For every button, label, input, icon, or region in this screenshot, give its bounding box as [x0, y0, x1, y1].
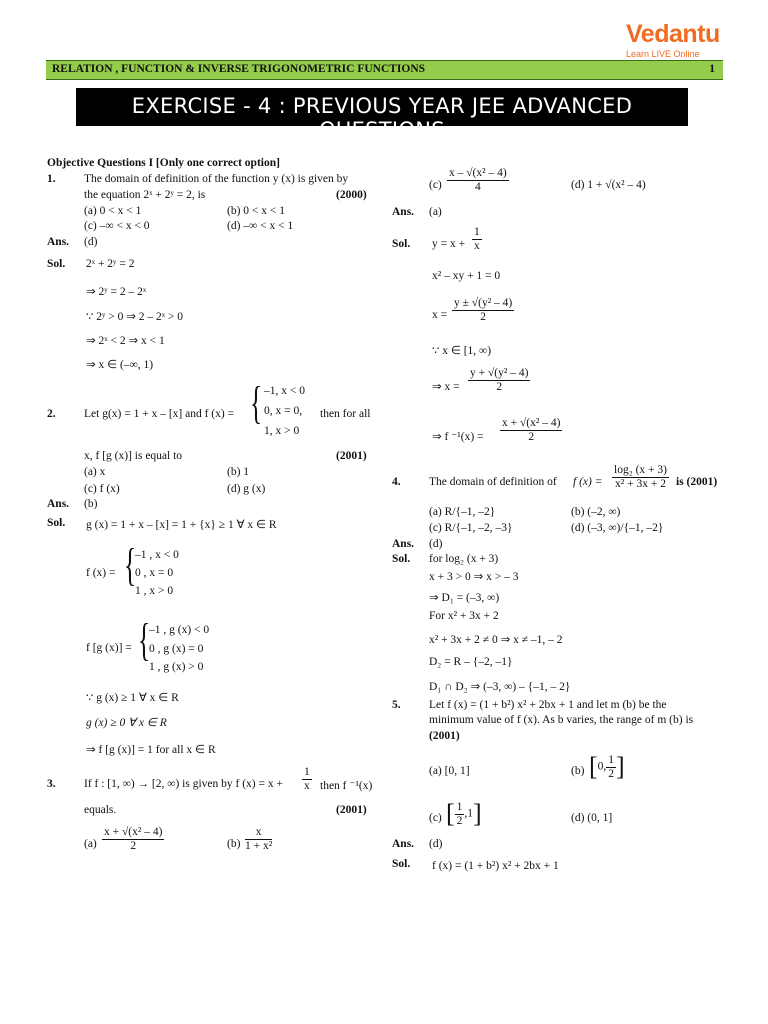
brand-name: Vedantu — [626, 20, 720, 48]
q1-sol-line2: ⇒ 2ʸ = 2 – 2ˣ — [86, 286, 147, 298]
q2-brace: { — [250, 377, 263, 428]
page-number: 1 — [709, 63, 715, 75]
q5-option-a: (a) [0, 1] — [429, 765, 470, 777]
q2-sol-line2: ∵ g (x) ≥ 1 ∀ x ∈ R — [86, 692, 179, 704]
q4-f-den: x² + 3x + 2 — [615, 478, 666, 490]
q2-stem-tail: then for all — [320, 408, 371, 420]
q1-answer: (d) — [84, 236, 98, 248]
q3-option-b-den: 1 + x² — [245, 840, 273, 852]
q4-option-d: (d) (–3, ∞)/{–1, –2} — [571, 522, 664, 534]
q1-sol-label: Sol. — [47, 258, 66, 270]
q2-f-brace: { — [124, 539, 137, 590]
q5-stem-line2: minimum value of f (x). As b varies, the range of m (b) is — [429, 714, 694, 726]
vedantu-logo — [626, 14, 726, 62]
q1-stem-line1: The domain of definition of the function y (x) is given by — [84, 173, 349, 185]
q4-option-b: (b) (–2, ∞) — [571, 506, 621, 518]
q2-ans-label: Ans. — [47, 498, 70, 510]
exercise-title-box — [76, 88, 688, 142]
q3-option-c — [447, 167, 509, 194]
q2-f-case-3: 1 , x > 0 — [135, 585, 174, 597]
q2-sol-line3: g (x) ≥ 0 ∀ x ∈ R — [86, 717, 167, 729]
q3-stem-line2: equals. — [84, 804, 117, 816]
q2-f-case-2: 0 , x = 0 — [135, 567, 174, 579]
q2-f-lhs: f (x) = — [86, 567, 116, 579]
q5-option-b-inner: 0, — [597, 760, 607, 773]
q3-year: (2001) — [336, 804, 367, 816]
q3-option-c-label: (c) — [429, 179, 442, 191]
brand-tagline: Learn LIVE Online — [626, 49, 700, 59]
q3-fraction: $\frac{1}{x}$ — [304, 766, 310, 792]
q3-stem-tail: then f ⁻¹(x) — [320, 780, 373, 792]
q3-sol-line6-lhs: ⇒ f ⁻¹(x) = — [432, 431, 484, 443]
q1-option-c: (c) –∞ < x < 0 — [84, 220, 150, 232]
q5-option-c-den: 2 — [456, 814, 463, 827]
q5-option-b-den: 2 — [608, 767, 615, 780]
q2-year: (2001) — [336, 450, 367, 462]
q3-sol-line2: x² – xy + 1 = 0 — [432, 270, 501, 282]
q3-sol-fraction: $\frac{1}{x}$ — [474, 226, 480, 252]
q5-year: (2001) — [429, 730, 460, 742]
q4-f-num: log₂ (x + 3) — [614, 464, 667, 476]
q3-ans-label: Ans. — [392, 206, 415, 218]
q1-option-b: (b) 0 < x < 1 — [227, 205, 286, 217]
exercise-title: EXERCISE - 4 : PREVIOUS YEAR JEE ADVANCED QUESTIONS — [131, 94, 633, 142]
q3-number: 3. — [47, 778, 56, 790]
q3-sol-line6-frac — [500, 417, 562, 444]
q3-sol-line4: ∵ x ∈ [1, ∞) — [432, 345, 492, 357]
q2-sol-label: Sol. — [47, 517, 66, 529]
q2-fg-case-3: 1 , g (x) > 0 — [149, 661, 204, 673]
q4-option-c: (c) R/{–1, –2, –3} — [429, 522, 513, 534]
q3-sol-line3-frac — [452, 297, 514, 324]
q4-sol-line6: D₂ = R – {–2, –1} — [429, 656, 513, 668]
q2-fg-lhs: f [g (x)] = — [86, 642, 132, 654]
q5-number: 5. — [392, 699, 401, 711]
q2-option-d: (d) g (x) — [227, 483, 266, 495]
q5-option-b-label: (b) — [571, 765, 585, 777]
q4-answer: (d) — [429, 538, 443, 550]
q3-sol-line5-den: 2 — [496, 381, 503, 393]
q3-sol-line1: y = x + — [432, 238, 466, 250]
q3-option-c-num: x – √(x² – 4) — [449, 167, 507, 179]
q4-sol-label: Sol. — [392, 553, 411, 565]
q5-option-d: (d) (0, 1] — [571, 812, 613, 824]
q3-sol-line6-num: x + √(x² – 4) — [502, 417, 561, 429]
q1-option-d: (d) –∞ < x < 1 — [227, 220, 294, 232]
q3-option-a-label: (a) — [84, 838, 97, 850]
q5-option-c: [ $\frac{1}{2}$ ,1] — [446, 799, 482, 828]
q5-answer: (d) — [429, 838, 443, 850]
q4-stem-tail: is (2001) — [676, 476, 718, 488]
q2-answer: (b) — [84, 498, 98, 510]
q5-sol-label: Sol. — [392, 858, 411, 870]
q2-option-b: (b) 1 — [227, 466, 250, 478]
q1-number: 1. — [47, 173, 56, 185]
q5-option-b: [0, $\frac{1}{2}$ ] — [589, 752, 625, 781]
q3-sol-line5-lhs: ⇒ x = — [432, 381, 460, 393]
q2-f-case-1: –1 , x < 0 — [135, 549, 179, 561]
q2-case-3: 1, x > 0 — [264, 425, 300, 437]
q2-fg-brace: { — [138, 614, 151, 665]
q3-option-b-num: x — [245, 826, 272, 840]
q3-option-b-label: (b) — [227, 838, 241, 850]
q2-case-1: –1, x < 0 — [264, 385, 305, 397]
q5-sol-line1: f (x) = (1 + b²) x² + 2bx + 1 — [432, 860, 559, 872]
q3-sol-line3-lhs: x = — [432, 309, 448, 321]
q3-sol-line5-num: y + √(y² – 4) — [470, 367, 529, 379]
q3-sol-line5-frac — [468, 367, 530, 394]
q1-sol-line5: ⇒ x ∈ (–∞, 1) — [86, 359, 154, 371]
q2-sol-line4: ⇒ f [g (x)] = 1 for all x ∈ R — [86, 744, 216, 756]
q3-option-d: (d) 1 + √(x² – 4) — [571, 179, 646, 191]
q4-option-a: (a) R/{–1, –2} — [429, 506, 496, 518]
q4-sol-line3: ⇒ D₁ = (–3, ∞) — [429, 592, 500, 604]
q3-sol-label: Sol. — [392, 238, 411, 250]
q4-f-lhs: f (x) = — [573, 476, 603, 488]
q1-sol-line4: ⇒ 2ˣ < 2 ⇒ x < 1 — [86, 335, 165, 347]
q2-number: 2. — [47, 408, 56, 420]
q5-ans-label: Ans. — [392, 838, 415, 850]
q3-option-a-den: 2 — [130, 840, 137, 852]
q1-stem-line2: the equation 2ˣ + 2ʸ = 2, is — [84, 189, 206, 201]
q3-stem-lead: If f : [1, ∞) → [2, ∞) is given by f (x) = x + — [84, 778, 283, 790]
q4-ans-label: Ans. — [392, 538, 415, 550]
q1-ans-label: Ans. — [47, 236, 70, 248]
q1-sol-line1: 2ˣ + 2ʸ = 2 — [86, 258, 135, 270]
q1-year: (2000) — [336, 189, 367, 201]
q3-option-a-num: x + √(x² – 4) — [104, 826, 163, 838]
q2-option-c: (c) f (x) — [84, 483, 120, 495]
q2-case-2: 0, x = 0, — [264, 405, 303, 417]
section-heading: Objective Questions I [Only one correct option] — [47, 157, 280, 169]
q3-sol-line6-den: 2 — [528, 431, 535, 443]
q4-sol-line7: D₁ ∩ D₂ ⇒ (–3, ∞) – {–1, – 2} — [429, 681, 571, 693]
q4-f-fraction — [612, 464, 669, 491]
q1-sol-line3: ∵ 2ʸ > 0 ⇒ 2 – 2ˣ > 0 — [86, 311, 184, 323]
q3-answer: (a) — [429, 206, 442, 218]
q3-option-c-den: 4 — [474, 181, 481, 193]
q3-sol-line3-num: y ± √(y² – 4) — [454, 297, 513, 309]
chapter-header-bar — [46, 60, 723, 80]
q5-option-c-label: (c) — [429, 812, 442, 824]
q3-option-a — [102, 826, 164, 853]
q4-sol-line4: For x² + 3x + 2 — [429, 610, 499, 622]
q3-option-b — [245, 826, 272, 853]
q4-number: 4. — [392, 476, 401, 488]
q5-option-c-num: 1 — [456, 800, 463, 813]
q4-sol-line1: for log₂ (x + 3) — [429, 553, 499, 565]
q2-stem-lead: Let g(x) = 1 + x – [x] and f (x) = — [84, 408, 235, 420]
q2-sol-line1: g (x) = 1 + x – [x] = 1 + {x} ≥ 1 ∀ x ∈ R — [86, 519, 277, 531]
chapter-title: RELATION , FUNCTION & INVERSE TRIGONOMETRIC FUNCTIONS — [52, 63, 426, 75]
q2-stem-line2: x, f [g (x)] is equal to — [84, 450, 183, 462]
q5-stem-line1: Let f (x) = (1 + b²) x² + 2bx + 1 and let m (b) be the — [429, 699, 667, 711]
q2-option-a: (a) x — [84, 466, 106, 478]
q4-stem-lead: The domain of definition of — [429, 476, 557, 488]
q5-option-b-num: 1 — [608, 753, 615, 766]
q2-fg-case-2: 0 , g (x) = 0 — [149, 643, 204, 655]
q5-option-c-inner: ,1 — [464, 807, 474, 820]
q4-sol-line5: x² + 3x + 2 ≠ 0 ⇒ x ≠ –1, – 2 — [429, 634, 563, 646]
q4-sol-line2: x + 3 > 0 ⇒ x > – 3 — [429, 571, 519, 583]
q3-sol-line3-den: 2 — [480, 311, 486, 323]
q1-option-a: (a) 0 < x < 1 — [84, 205, 142, 217]
q2-fg-case-1: –1 , g (x) < 0 — [149, 624, 210, 636]
